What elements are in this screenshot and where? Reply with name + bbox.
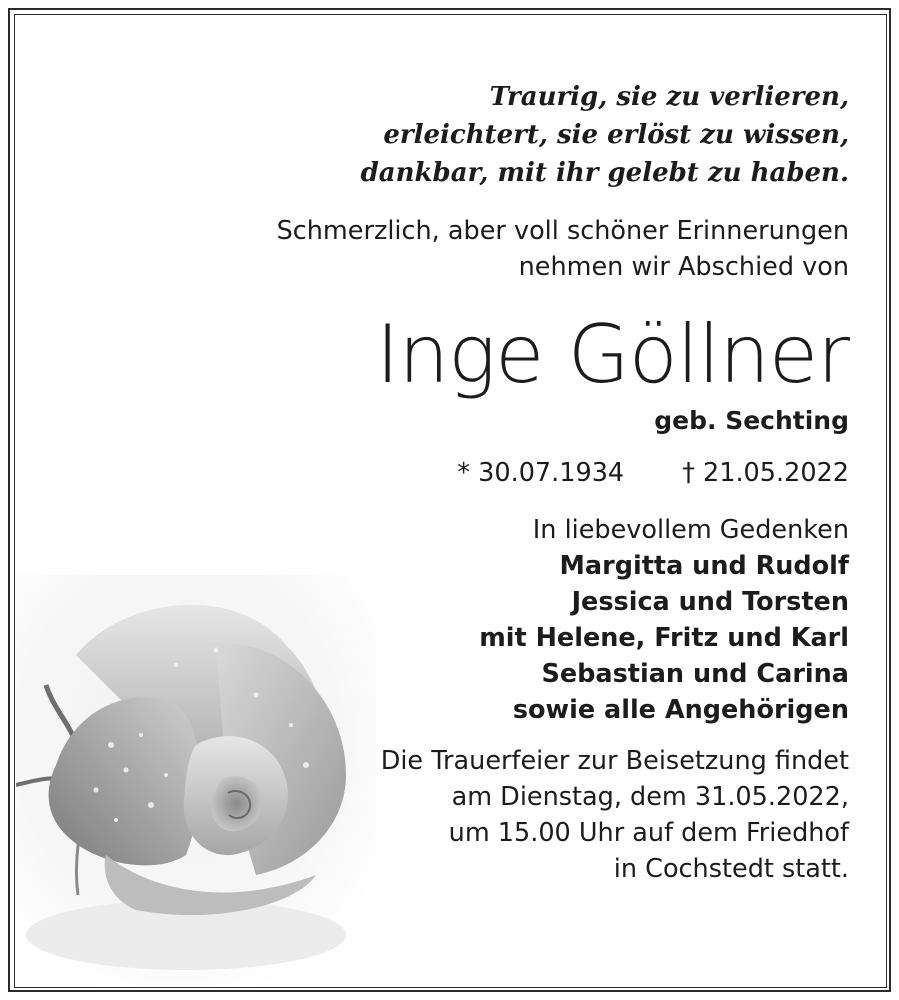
quote-line: dankbar, mit ihr gelebt zu haben.: [360, 158, 849, 188]
birth-date: * 30.07.1934: [457, 458, 625, 488]
mourner-line: mit Helene, Fritz und Karl: [479, 623, 849, 653]
intro-line: Schmerzlich, aber voll schöner Erinnerungen: [276, 216, 849, 246]
quote-line: erleichtert, sie erlöst zu wissen,: [383, 120, 849, 150]
deceased-name: Inge Göllner: [375, 308, 849, 401]
maiden-name: geb. Sechting: [654, 406, 849, 435]
mourner-line: Jessica und Torsten: [571, 587, 849, 617]
farewell-intro: [89, 213, 849, 285]
mourner-line: Sebastian und Carina: [541, 659, 849, 689]
mourner-line: sowie alle Angehörigen: [512, 695, 849, 725]
mourner-line: Margitta und Rudolf: [559, 551, 849, 581]
quote-line: Traurig, sie zu verlieren,: [489, 82, 849, 112]
service-line: am Dienstag, dem 31.05.2022,: [451, 782, 849, 812]
service-line: um 15.00 Uhr auf dem Friedhof: [448, 818, 849, 848]
memorial-quote: [89, 78, 849, 192]
mourners-list: [89, 548, 849, 728]
memory-heading: In liebevollem Gedenken: [532, 515, 849, 545]
service-line: Die Trauerfeier zur Beisetzung findet: [380, 746, 849, 776]
service-line: in Cochstedt statt.: [613, 854, 849, 884]
intro-line: nehmen wir Abschied von: [518, 252, 849, 282]
obituary-text: [89, 70, 849, 887]
funeral-service-info: [89, 743, 849, 887]
life-dates: [89, 455, 849, 491]
death-date: † 21.05.2022: [682, 458, 849, 488]
